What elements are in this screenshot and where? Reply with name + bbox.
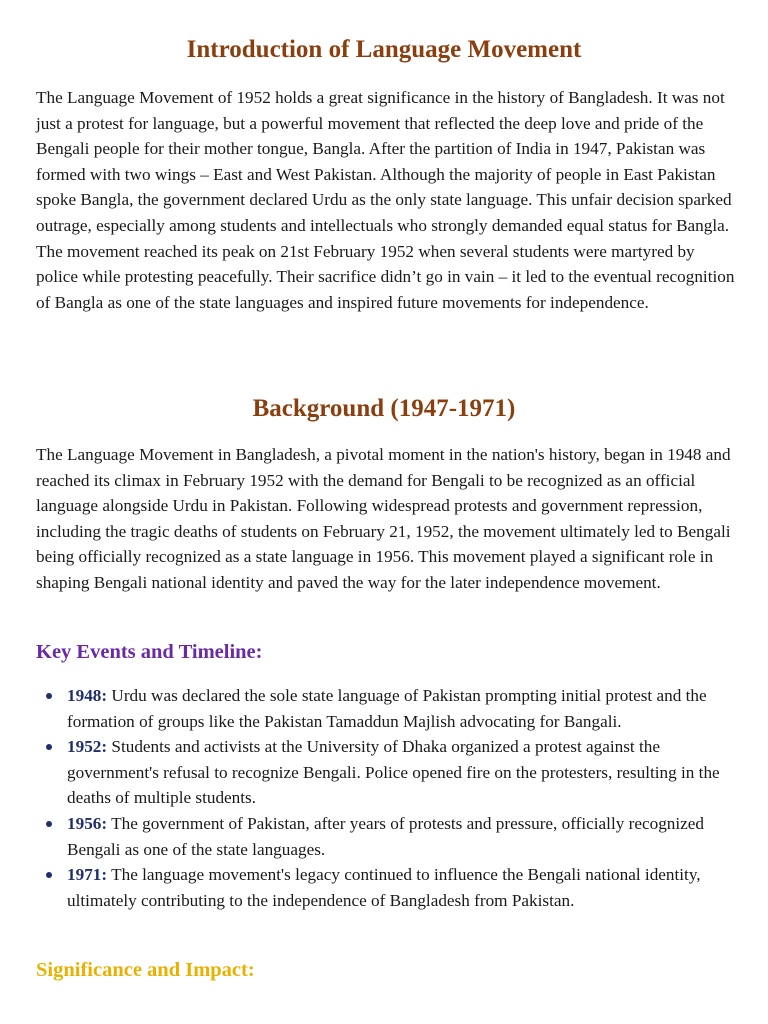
event-year: 1948: [67,686,108,705]
event-text: The government of Pakistan, after years of protests and pressure, officially recognized Bengali as one of the state languages. [67,813,705,859]
list-item [36,734,736,811]
event-text: The language movement's legacy continued to influence the Bengali national identity, ultimately contributing to the independence of Bangladesh from Pakistan. [67,865,701,910]
intro-paragraph: The Language Movement of 1952 holds a great significance in the history of Bangladesh. It was not just a protest for language, but a powerful movement that reflected the deep love and pride of the Bengali people for their mother tongue, Bangla. After the partition of India in 1947, Pakistan was formed with two wings – East and West Pakistan. Although the majority of people in East Pakistan spoke Bangla, the government declared Urdu as the only state language. This unfair decision sparked outrage, especially among students and intellectuals who strongly demanded equal status for Bangla. The movement reached its peak on 21st February 1952 when several students were martyred by police while protesting peacefully. Their sacrifice didn’t go in vain – it led to the eventual recognition of Bangla as one of the state languages and inspired future movements for independence. [36,88,735,312]
bullet-icon [46,693,52,699]
bullet-icon [46,744,52,750]
significance-heading: Significance and Impact: [36,959,255,981]
list-item [36,811,736,862]
list-item [36,862,736,913]
key-events-heading: Key Events and Timeline: [36,641,263,663]
event-text: Urdu was declared the sole state language of Pakistan prompting initial protest and the formation of groups like the Pakistan Tamaddun Majlish advocating for Bangali. [67,686,707,731]
intro-title: Introduction of Language Movement [186,36,582,63]
list-item [36,683,736,734]
background-title: Background (1947-1971) [252,395,516,422]
bullet-icon [46,821,52,827]
event-text: Students and activists at the University of Dhaka organized a protest against the government's refusal to recognize Bengali. Police opened fire on the protesters, resulting in the deaths of multiple students. [67,737,720,808]
event-year: 1971: [67,865,108,885]
event-year: 1956: [67,813,108,833]
key-events-list [36,683,736,913]
background-paragraph: The Language Movement in Bangladesh, a pivotal moment in the nation's history, began in 1948 and reached its climax in February 1952 with the demand for Bengali to be recognized as an official language alongside Urdu in Pakistan. Following widespread protests and government repression, including the tragic deaths of students on February 21, 1952, the movement ultimately led to Bengali being officially recognized as a state language in 1956. This movement played a significant role in shaping Bengali national identity and paved the way for the later independence movement. [36,445,731,592]
event-year: 1952: [67,737,108,757]
bullet-icon [46,872,52,878]
